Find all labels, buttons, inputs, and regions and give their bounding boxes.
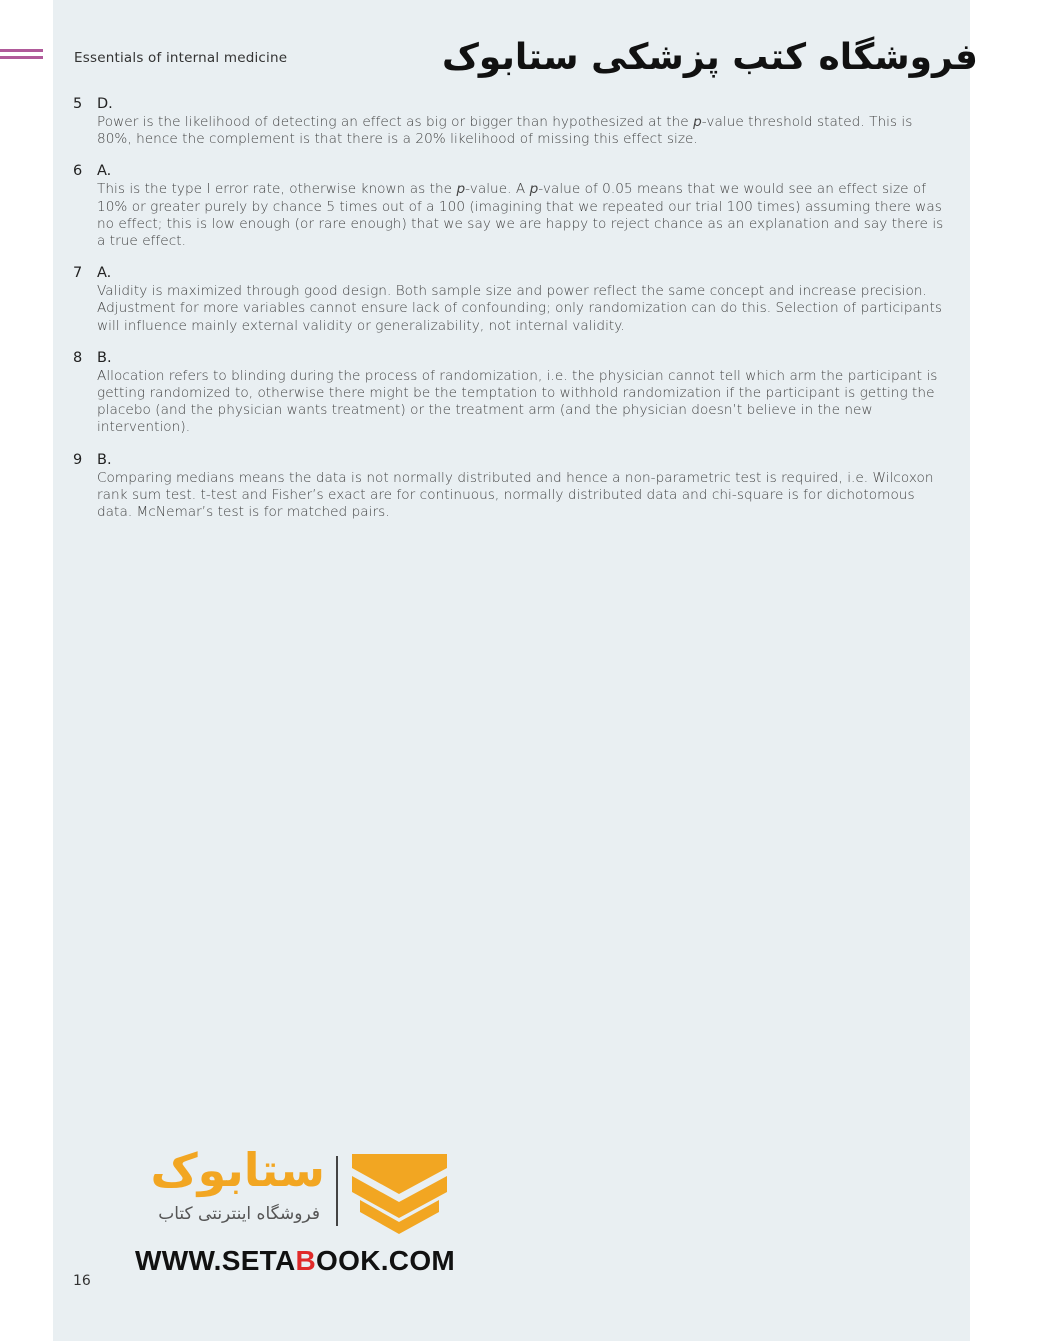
answer-explanation: Validity is maximized through good design. Both sample size and power reflect the same concept and increase precision. Adjustment for more variables cannot ensure lack of confounding; only randomization can do this. Selection of participants will influence mainly external validity or generalizability, not internal validity. [97,283,943,334]
logo-wordmark: ستابوک [150,1143,325,1197]
answer-letter: D. [97,96,113,112]
answer-item [73,263,951,335]
setabook-watermark [120,1140,460,1280]
logo-subtitle: فروشگاه اینترنتی کتاب [158,1204,320,1224]
answer-number: 7 [73,265,83,282]
answer-explanation: Comparing medians means the data is not normally distributed and hence a non-parametric test is required, i.e. Wilcoxon rank sum test. t-test and Fisher’s exact are for continuous, normally distributed data and chi-square is for dichotomous data. McNemar’s test is for matched pairs. [97,469,934,521]
chevron-logo-icon [352,1154,447,1234]
answer-letter: A. [97,163,112,180]
answer-item [73,450,951,522]
answer-explanation: Power is the likelihood of detecting an effect as big or bigger than hypothesized at the p-value threshold stated. This is 80%, hence the complement is that there is a 20% likelihood of missing this effect size. [97,114,913,148]
answer-number: 5 [73,96,83,112]
answer-number: 9 [73,451,83,468]
answer-letter: B. [97,349,112,366]
answer-list [73,94,951,534]
brand-persian-banner: فروشگاه کتب پزشکی ستابوک [441,37,978,78]
running-head: Essentials of internal medicine [74,50,288,66]
margin-decoration [0,49,43,63]
answer-letter: B. [97,451,112,468]
logo-divider [336,1156,338,1226]
answer-item [73,94,951,148]
answer-explanation: This is the type I error rate, otherwise known as the p-value. A p-value of 0.05 means that we would see an effect size of 10% or greater purely by chance 5 times out of a 100 (imagining that we repeated our trial 100 times) assuming there was no effect; this is low enough (or rare enough) that we say we are happy to reject chance as an explanation and say there is a true effect. [97,181,944,250]
answer-explanation: Allocation refers to blinding during the process of randomization, i.e. the physician cannot tell which arm the participant is getting randomized to, otherwise there might be the temptation to withhold randomization if the participant is getting the placebo (and the physician wants treatment) or the treatment arm (and the physician doesn’t believe in the new intervention). [97,367,938,436]
page-number: 16 [73,1273,91,1289]
watermark-url: WWW.SETABOOK.COM [135,1245,456,1276]
answer-item [73,161,951,250]
answer-number: 8 [73,349,83,366]
answer-item [73,348,951,437]
answer-letter: A. [97,265,112,282]
answer-number: 6 [73,163,83,180]
